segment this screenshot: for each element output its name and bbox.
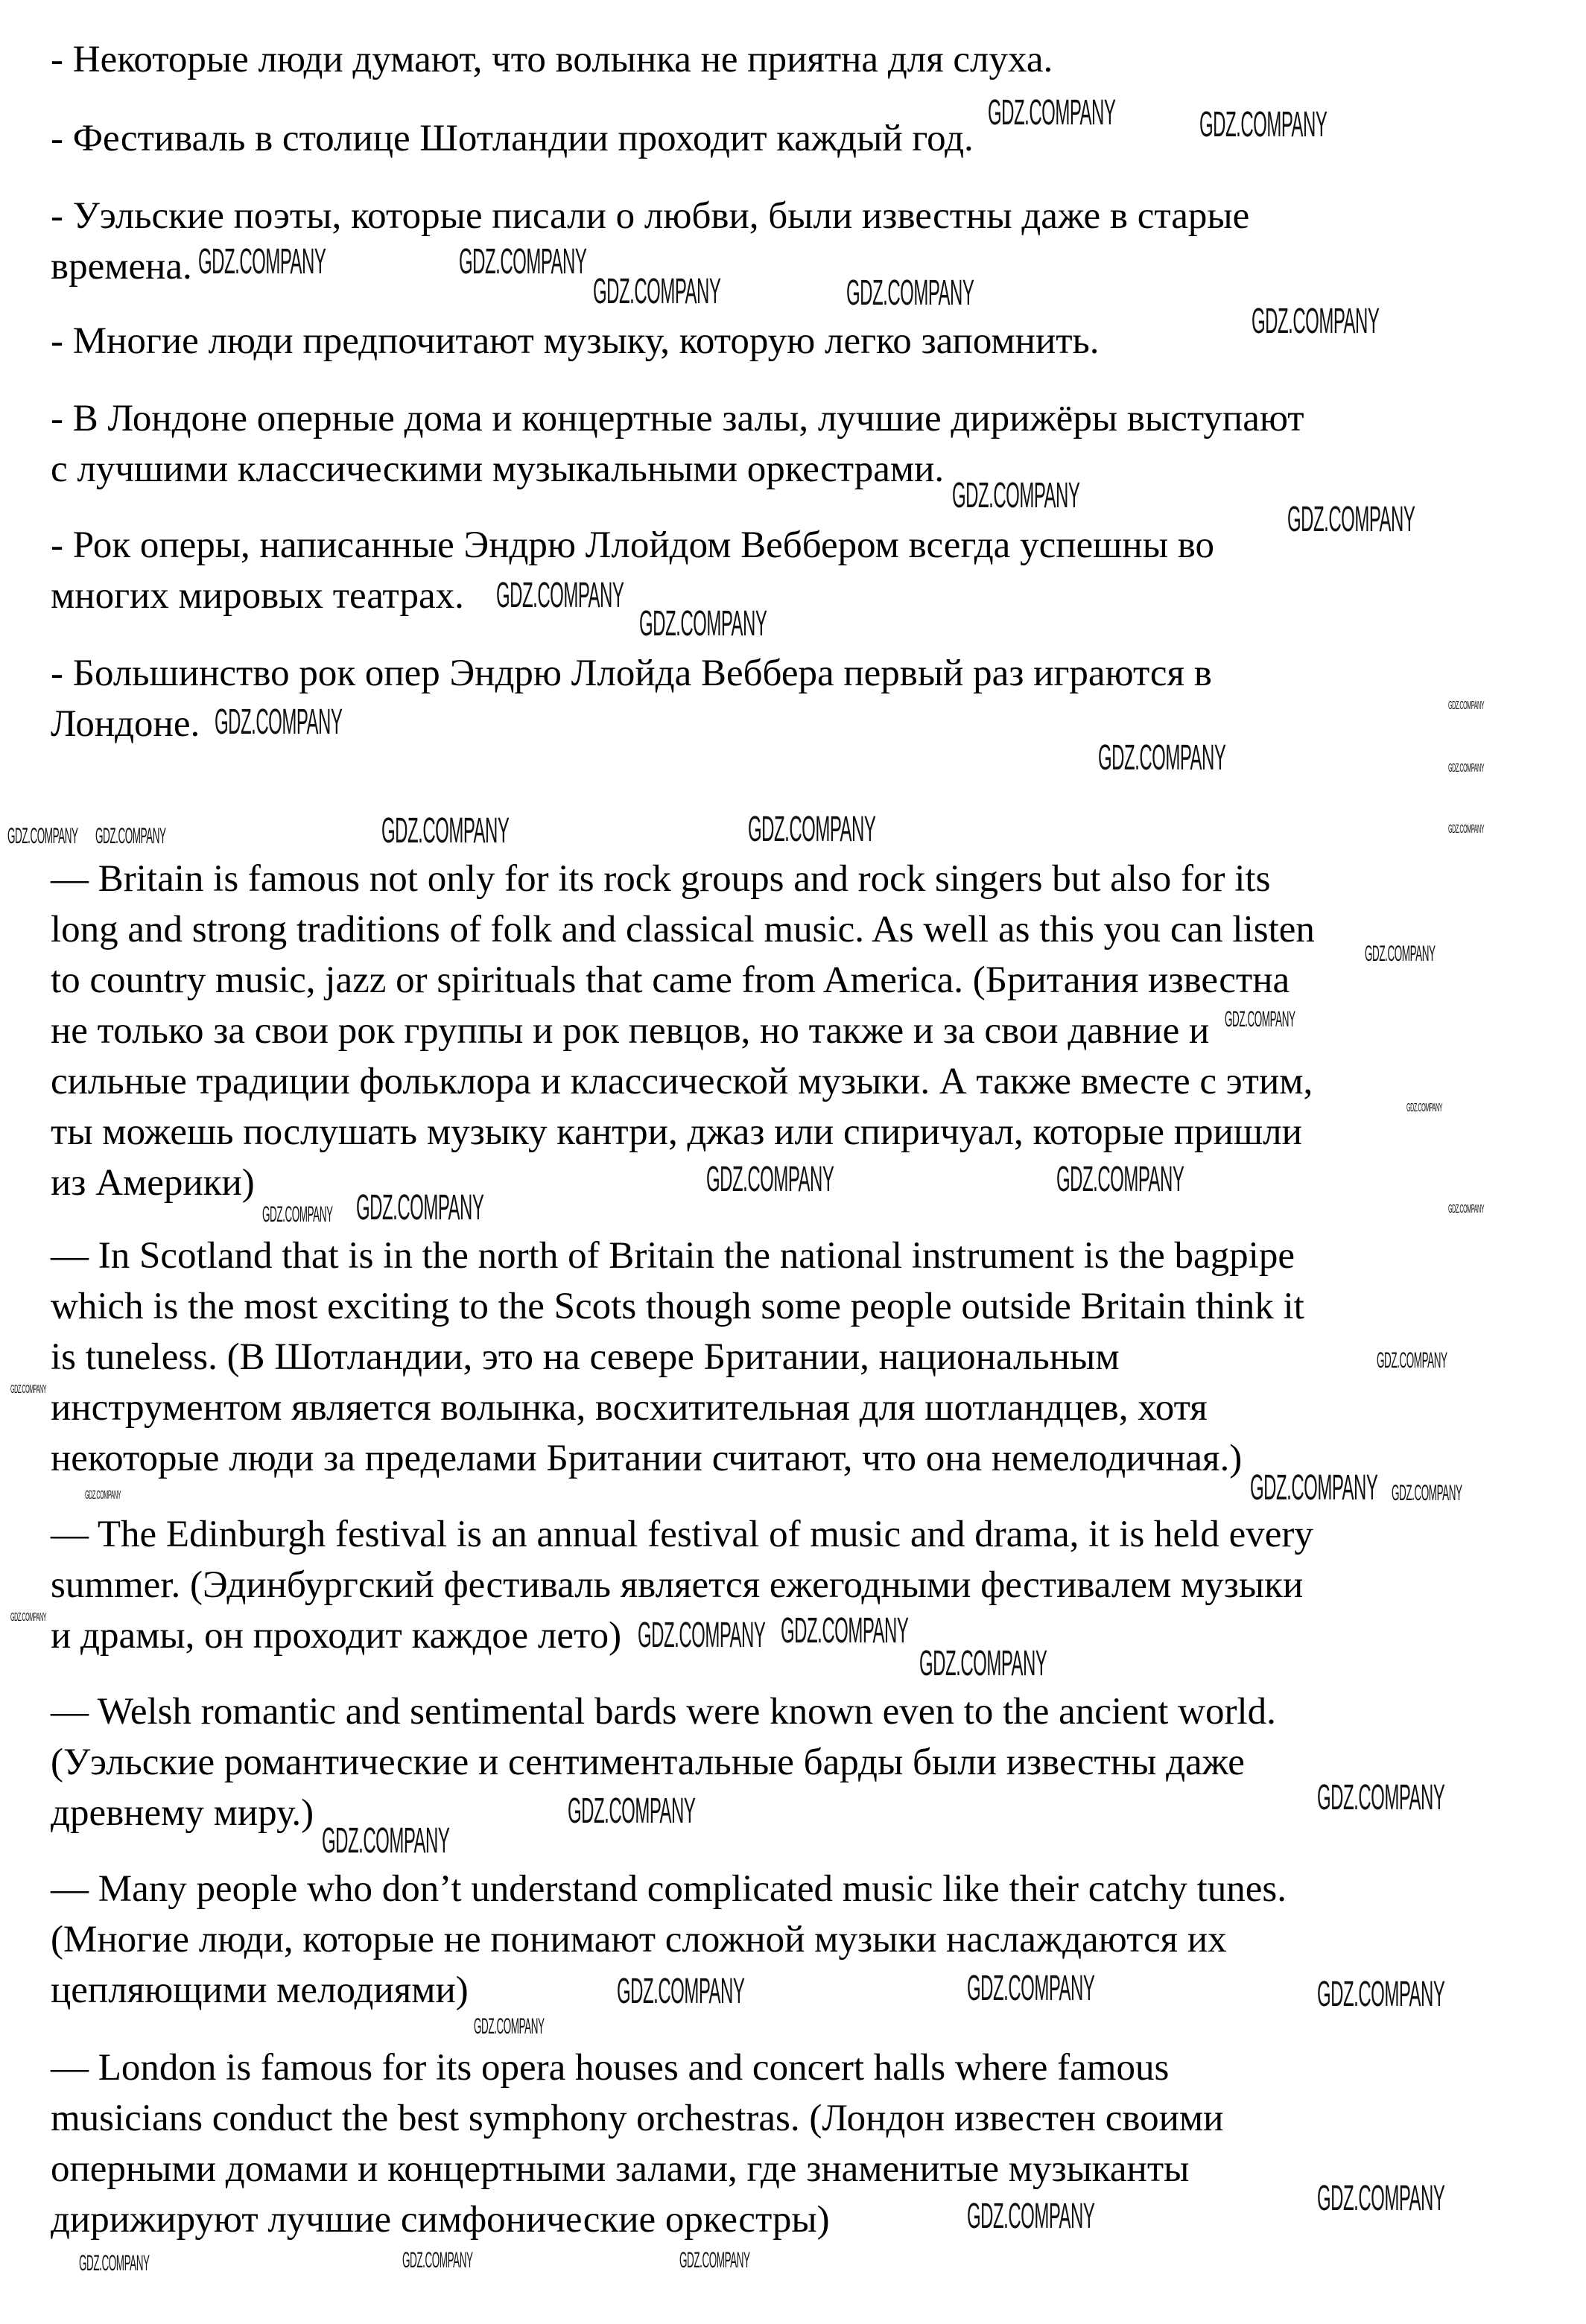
watermark: GDZ.COMPANY — [496, 576, 624, 615]
text-line: — The Edinburgh festival is an annual festival of music and drama, it is held every — [51, 1514, 1313, 1555]
watermark: GDZ.COMPANY — [85, 1489, 121, 1502]
watermark: GDZ.COMPANY — [706, 1160, 834, 1199]
text-line: - Некоторые люди думают, что волынка не приятна для слуха. — [51, 39, 1053, 80]
watermark: GDZ.COMPANY — [215, 702, 343, 742]
watermark: GDZ.COMPANY — [1317, 1975, 1445, 2014]
text-line: и драмы, он проходит каждое лето) — [51, 1615, 622, 1657]
watermark: GDZ.COMPANY — [967, 1969, 1095, 2008]
watermark: GDZ.COMPANY — [1225, 1007, 1295, 1032]
paragraph — [51, 316, 1100, 366]
text-line: — In Scotland that is in the north of Britain the national instrument is the bagpipe — [51, 1235, 1295, 1277]
text-line: Лондоне. — [51, 703, 200, 745]
text-line: — Welsh romantic and sentimental bards were known even to the ancient world. — [51, 1691, 1276, 1733]
text-line: древнему миру.) — [51, 1792, 314, 1834]
text-line: - Рок оперы, написанные Эндрю Ллойдом Веббером всегда успешны во — [51, 524, 1214, 566]
watermark: GDZ.COMPANY — [1199, 105, 1328, 145]
paragraph — [51, 34, 1053, 85]
watermark: GDZ.COMPANY — [748, 810, 876, 849]
text-line: инструментом является волынка, восхитительная для шотландцев, хотя — [51, 1387, 1208, 1429]
paragraph — [51, 113, 974, 164]
watermark: GDZ.COMPANY — [1317, 2179, 1445, 2218]
watermark: GDZ.COMPANY — [1448, 823, 1485, 836]
text-line: - Большинство рок опер Эндрю Ллойда Веббера первый раз играются в — [51, 653, 1212, 694]
watermark: GDZ.COMPANY — [1317, 1778, 1445, 1817]
watermark: GDZ.COMPANY — [7, 824, 78, 848]
watermark: GDZ.COMPANY — [262, 1202, 333, 1227]
watermark: GDZ.COMPANY — [1252, 302, 1380, 341]
watermark: GDZ.COMPANY — [1448, 1203, 1485, 1216]
text-line: не только за свои рок группы и рок певцов, но также и за свои давние и — [51, 1010, 1210, 1052]
watermark: GDZ.COMPANY — [1406, 1102, 1443, 1114]
watermark: GDZ.COMPANY — [952, 476, 1080, 515]
text-line: сильные традиции фольклора и классической музыки. А также вместе с этим, — [51, 1061, 1313, 1102]
text-line: - Уэльские поэты, которые писали о любви, были известны даже в старые — [51, 195, 1250, 237]
watermark: GDZ.COMPANY — [10, 1383, 47, 1396]
paragraph — [51, 520, 1214, 621]
watermark: GDZ.COMPANY — [1250, 1468, 1378, 1508]
text-line: дирижируют лучшие симфонические оркестры) — [51, 2199, 830, 2241]
watermark: GDZ.COMPANY — [1377, 1348, 1447, 1373]
text-line: с лучшими классическими музыкальными оркестрами. — [51, 448, 945, 490]
text-line: — Britain is famous not only for its rock groups and rock singers but also for its — [51, 858, 1271, 900]
watermark: GDZ.COMPANY — [79, 2251, 150, 2276]
watermark: GDZ.COMPANY — [1056, 1160, 1184, 1199]
watermark: GDZ.COMPANY — [10, 1611, 47, 1624]
watermark: GDZ.COMPANY — [568, 1791, 696, 1831]
watermark: GDZ.COMPANY — [1365, 942, 1436, 966]
text-line: - Многие люди предпочитают музыку, которую легко запомнить. — [51, 320, 1100, 362]
text-line: (Уэльские романтические и сентиментальные барды были известны даже — [51, 1742, 1245, 1783]
text-line: — London is famous for its opera houses and concert halls where famous — [51, 2047, 1170, 2089]
watermark: GDZ.COMPANY — [593, 272, 721, 311]
text-line: многих мировых театрах. — [51, 575, 464, 617]
watermark: GDZ.COMPANY — [322, 1821, 450, 1861]
text-line: оперными домами и концертными залами, где знаменитые музыканты — [51, 2148, 1190, 2190]
text-line: musicians conduct the best symphony orchestras. (Лондон известен своими — [51, 2098, 1224, 2139]
watermark: GDZ.COMPANY — [198, 242, 326, 282]
watermark: GDZ.COMPANY — [679, 2248, 750, 2273]
text-line: long and strong traditions of folk and classical music. As well as this you can listen — [51, 909, 1315, 950]
text-line: - В Лондоне оперные дома и концертные залы, лучшие дирижёры выступают — [51, 398, 1304, 439]
watermark: GDZ.COMPANY — [356, 1188, 484, 1228]
watermark: GDZ.COMPANY — [402, 2248, 473, 2273]
text-line: ты можешь послушать музыку кантри, джаз или спиричуал, которые пришли — [51, 1111, 1302, 1153]
paragraph — [51, 1231, 1304, 1484]
watermark: GDZ.COMPANY — [919, 1644, 1047, 1683]
watermark: GDZ.COMPANY — [1448, 762, 1485, 775]
watermark: GDZ.COMPANY — [639, 604, 767, 644]
watermark: GDZ.COMPANY — [1392, 1481, 1462, 1505]
watermark: GDZ.COMPANY — [1098, 738, 1226, 778]
watermark: GDZ.COMPANY — [967, 2197, 1095, 2236]
text-line: (Многие люди, которые не понимают сложной музыки наслаждаются их — [51, 1919, 1227, 1961]
watermark: GDZ.COMPANY — [846, 273, 974, 313]
watermark: GDZ.COMPANY — [95, 824, 166, 848]
watermark: GDZ.COMPANY — [781, 1611, 909, 1651]
watermark: GDZ.COMPANY — [988, 93, 1116, 133]
watermark: GDZ.COMPANY — [617, 1972, 745, 2011]
text-line: некоторые люди за пределами Британии считают, что она немелодичная.) — [51, 1438, 1243, 1479]
watermark: GDZ.COMPANY — [474, 2014, 545, 2039]
text-line: цепляющими мелодиями) — [51, 1969, 469, 2011]
watermark: GDZ.COMPANY — [638, 1616, 766, 1655]
paragraph — [51, 854, 1315, 1208]
watermark: GDZ.COMPANY — [381, 811, 510, 851]
watermark: GDZ.COMPANY — [1287, 500, 1415, 539]
text-line: which is the most exciting to the Scots though some people outside Britain think it — [51, 1286, 1304, 1327]
text-line: времена. — [51, 246, 192, 288]
text-line: summer. (Эдинбургский фестиваль является ежегодными фестивалем музыки — [51, 1564, 1304, 1606]
watermark: GDZ.COMPANY — [1448, 699, 1485, 712]
text-line: из Америки) — [51, 1162, 255, 1204]
text-line: to country music, jazz or spirituals that came from America. (Британия известна — [51, 959, 1290, 1001]
text-line: - Фестиваль в столице Шотландии проходит каждый год. — [51, 118, 974, 159]
watermark: GDZ.COMPANY — [459, 242, 587, 282]
text-line: is tuneless. (В Шотландии, это на севере Британии, национальным — [51, 1336, 1120, 1378]
text-line: — Many people who don’t understand complicated music like their catchy tunes. — [51, 1868, 1287, 1910]
paragraph — [51, 393, 1304, 495]
